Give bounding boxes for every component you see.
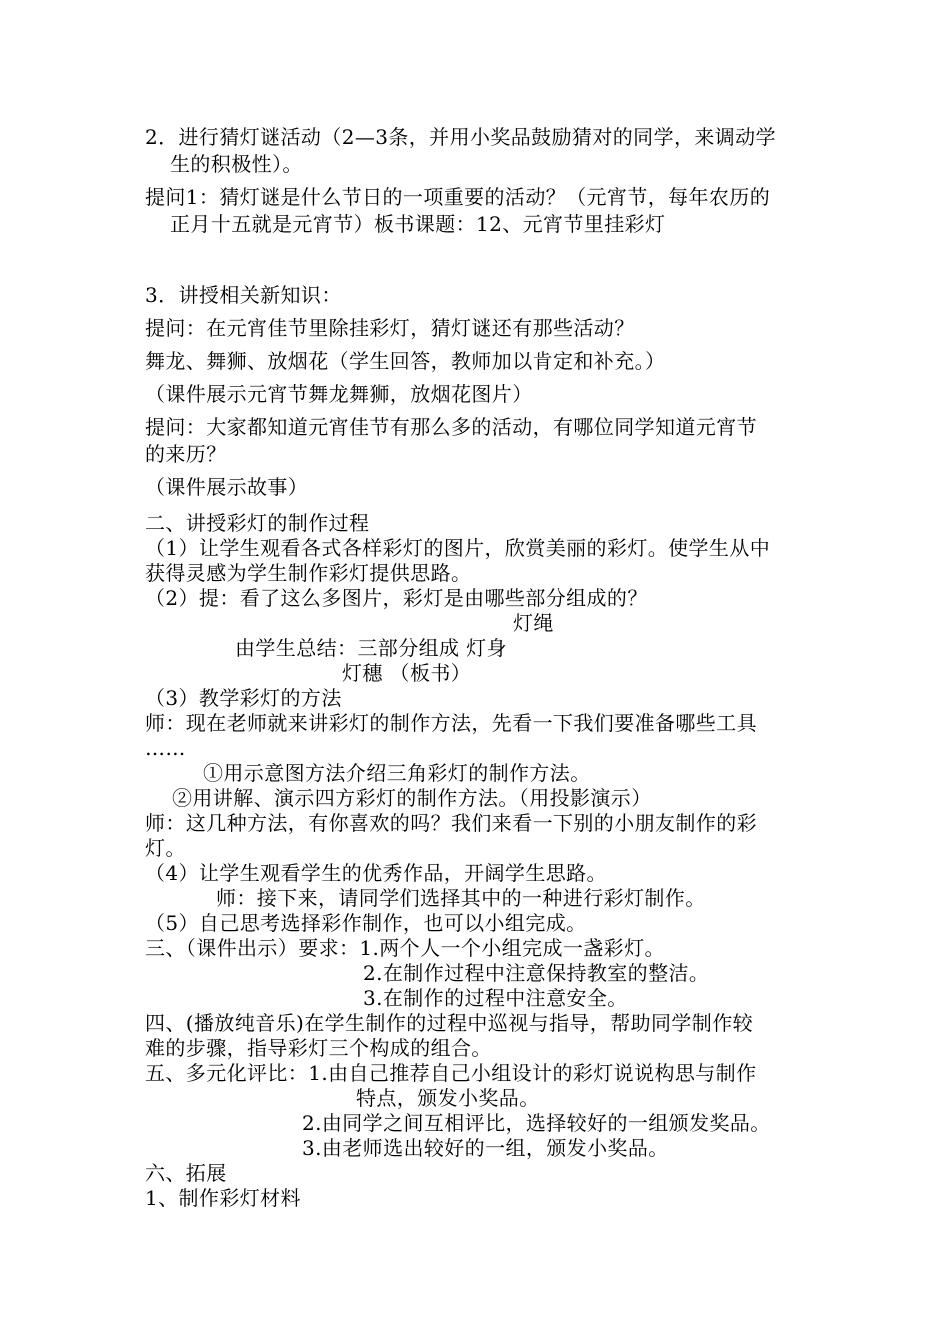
text-line: 灯穗 （板书） bbox=[342, 661, 472, 685]
section-heading: 五、多元化评比：1.由自己推荐自己小组设计的彩灯说说构思与制作 bbox=[145, 1061, 757, 1085]
text-line: （5）自己思考选择彩作制作，也可以小组完成。 bbox=[145, 911, 587, 935]
text-line: 舞龙、舞狮、放烟花（学生回答，教师加以肯定和补充。） bbox=[145, 349, 666, 373]
text-line: ②用讲解、演示四方彩灯的制作方法。（用投影演示） bbox=[172, 786, 652, 810]
text-line: 灯。 bbox=[145, 836, 186, 860]
section-heading: 六、拓展 bbox=[145, 1161, 227, 1185]
text-line: （2）提：看了这么多图片，彩灯是由哪些部分组成的？ bbox=[145, 586, 648, 610]
section-heading: 三、（课件出示）要求：1.两个人一个小组完成一盏彩灯。 bbox=[145, 936, 665, 960]
text-line: 师：接下来，请同学们选择其中的一种进行彩灯制作。 bbox=[216, 886, 706, 910]
text-line: 3.由老师选出较好的一组，颁发小奖品。 bbox=[302, 1136, 669, 1160]
text-line: 2.在制作过程中注意保持教室的整洁。 bbox=[363, 961, 710, 985]
text-line: ①用示意图方法介绍三角彩灯的制作方法。 bbox=[203, 761, 591, 785]
text-line: （3）教学彩灯的方法 bbox=[145, 686, 342, 710]
text-line: 生的积极性）。 bbox=[170, 152, 303, 176]
text-line: 师：这几种方法，有你喜欢的吗？我们来看一下别的小朋友制作的彩 bbox=[145, 811, 757, 835]
section-heading: 四、(播放纯音乐)在学生制作的过程中巡视与指导，帮助同学制作较 bbox=[145, 1011, 754, 1035]
text-line: 提问：在元宵佳节里除挂彩灯，猜灯谜还有那些活动？ bbox=[145, 316, 635, 340]
text-line: 师：现在老师就来讲彩灯的制作方法，先看一下我们要准备哪些工具 bbox=[145, 711, 757, 735]
text-line: （4）让学生观看学生的优秀作品，开阔学生思路。 bbox=[145, 861, 607, 885]
text-line: 难的步骤，指导彩灯三个构成的组合。 bbox=[145, 1036, 492, 1060]
text-line: （1）让学生观看各式各样彩灯的图片，欣赏美丽的彩灯。使学生从中 bbox=[145, 536, 771, 560]
text-line: 提问：大家都知道元宵佳节有那么多的活动，有哪位同学知道元宵节 bbox=[145, 415, 757, 439]
text-line: 正月十五就是元宵节）板书课题：12、元宵节里挂彩灯 bbox=[170, 212, 666, 236]
text-line: 特点，颁发小奖品。 bbox=[356, 1086, 540, 1110]
text-line: （课件展示故事） bbox=[145, 475, 309, 499]
section-heading: 3．讲授相关新知识： bbox=[145, 283, 342, 307]
text-line: 2．进行猜灯谜活动（2—3条，并用小奖品鼓励猜对的同学，来调动学 bbox=[145, 125, 776, 149]
text-line: 3.在制作的过程中注意安全。 bbox=[363, 986, 628, 1010]
text-line: 由学生总结：三部分组成 灯身 bbox=[235, 636, 507, 660]
text-line: 灯绳 bbox=[513, 611, 554, 635]
text-line: 提问1：猜灯谜是什么节日的一项重要的活动？（元宵节，每年农历的 bbox=[145, 185, 771, 209]
text-line: …… bbox=[145, 736, 186, 760]
text-line: （课件展示元宵节舞龙舞狮，放烟花图片） bbox=[145, 382, 533, 406]
text-line: 1、制作彩灯材料 bbox=[145, 1186, 301, 1210]
section-heading: 二、讲授彩灯的制作过程 bbox=[145, 511, 370, 535]
text-line: 的来历？ bbox=[145, 442, 227, 466]
text-line: 2.由同学之间互相评比，选择较好的一组颁发奖品。 bbox=[302, 1111, 771, 1135]
text-line: 获得灵感为学生制作彩灯提供思路。 bbox=[145, 561, 472, 585]
